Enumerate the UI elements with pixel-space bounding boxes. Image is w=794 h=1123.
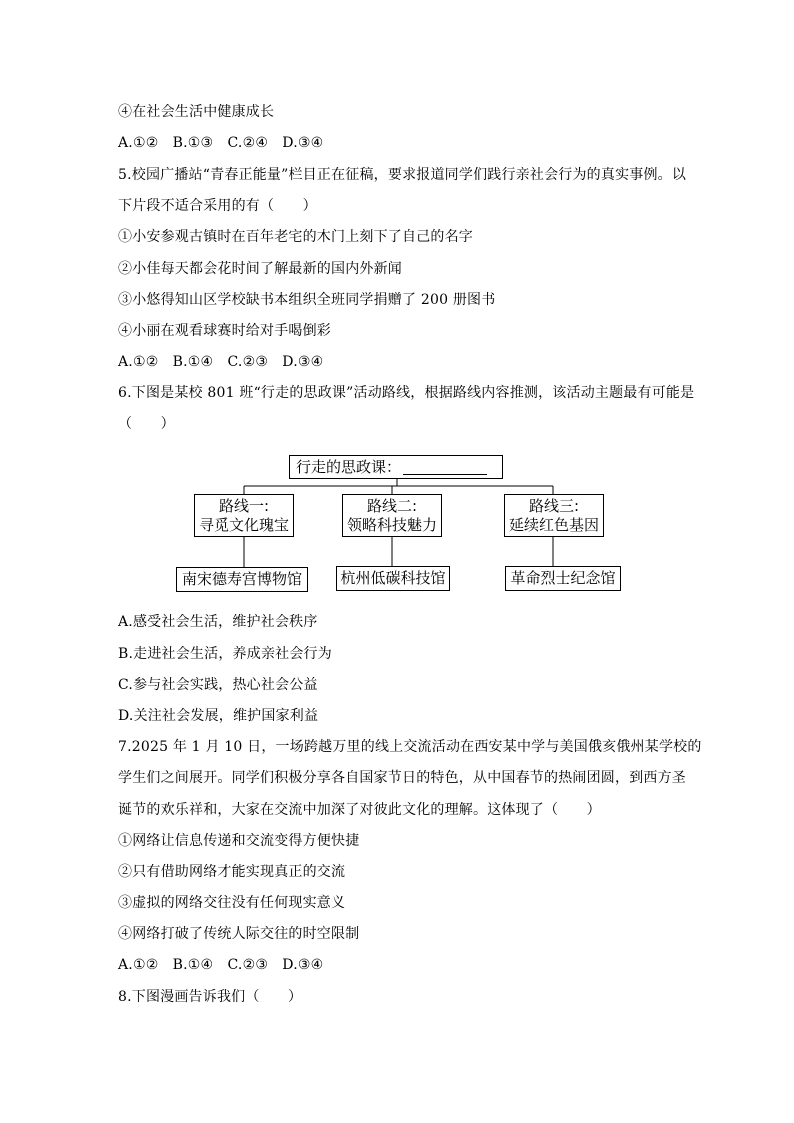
option-b: B.走进社会生活，养成亲社会行为 — [118, 646, 332, 662]
option-line: ④网络打破了传统人际交往的时空限制 — [118, 926, 360, 942]
answer-choices: A.①② B.①④ C.②③ D.③④ — [118, 354, 324, 370]
route-1-box — [194, 494, 294, 537]
option-line: ①网络让信息传递和交流变得方便快捷 — [118, 833, 360, 849]
option-line: ①小安参观古镇时在百年老宅的木门上刻下了自己的名字 — [118, 229, 473, 245]
route-2-name: 路线二: — [366, 497, 418, 515]
option-line: ③虚拟的网络交往没有任何现实意义 — [118, 895, 346, 911]
option-d: D.关注社会发展，维护国家利益 — [118, 708, 319, 724]
option-line: ②只有借助网络才能实现真正的交流 — [118, 864, 346, 880]
question-7-stem: 诞节的欢乐祥和，大家在交流中加深了对彼此文化的理解。这体现了（ ） — [118, 802, 601, 818]
route-2-place-box — [336, 566, 450, 591]
option-line: ③小悠得知山区学校缺书本组织全班同学捐赠了 200 册图书 — [118, 292, 496, 308]
question-8-stem: 8.下图漫画告诉我们（ ） — [118, 989, 303, 1005]
route-1-name: 路线一: — [218, 497, 270, 515]
route-3-box — [504, 494, 604, 537]
route-3-theme: 延续红色基因 — [508, 516, 599, 534]
route-1-place: 南宋德寿宫博物馆 — [181, 570, 302, 588]
option-line: ②小佳每天都会花时间了解最新的国内外新闻 — [118, 261, 402, 277]
route-1-place-box — [176, 567, 308, 592]
diagram-title: 行走的思政课： — [296, 458, 402, 476]
route-2-box — [342, 494, 442, 537]
question-7-stem: 7.2025 年 1 月 10 日，一场跨越万里的线上交流活动在西安某中学与美国俄亥俄州某学校的 — [118, 739, 702, 755]
route-1-theme: 寻觅文化瑰宝 — [198, 516, 289, 534]
option-line: ④小丽在观看球赛时给对手喝倒彩 — [118, 323, 331, 339]
route-2-theme: 领略科技魅力 — [346, 516, 437, 534]
question-6-stem: （ ） — [118, 416, 175, 432]
diagram-title-box — [289, 455, 503, 479]
option-c: C.参与社会实践，热心社会公益 — [118, 677, 318, 693]
answer-choices: A.①② B.①③ C.②④ D.③④ — [118, 135, 324, 151]
question-5-stem: 下片段不适合采用的有（ ） — [118, 198, 317, 214]
route-2-place: 杭州低碳科技馆 — [340, 569, 446, 587]
fill-in-blank — [403, 460, 487, 475]
route-3-place-box — [505, 566, 621, 591]
option-a: A.感受社会生活，维护社会秩序 — [118, 614, 318, 630]
route-3-place: 革命烈士纪念馆 — [510, 569, 616, 587]
question-6-stem: 6.下图是某校 801 班“行走的思政课”活动路线，根据路线内容推测，该活动主题最有可能是 — [118, 385, 695, 401]
question-7-stem: 学生们之间展开。同学们积极分享各自国家节日的特色，从中国春节的热闹团圆，到西方圣 — [118, 770, 686, 786]
answer-choices: A.①② B.①④ C.②③ D.③④ — [118, 957, 324, 973]
question-5-stem: 5.校园广播站“青春正能量”栏目正在征稿，要求报道同学们践行亲社会行为的真实事例。以 — [118, 167, 687, 183]
option-line: ④在社会生活中健康成长 — [118, 104, 275, 120]
route-3-name: 路线三: — [528, 497, 580, 515]
